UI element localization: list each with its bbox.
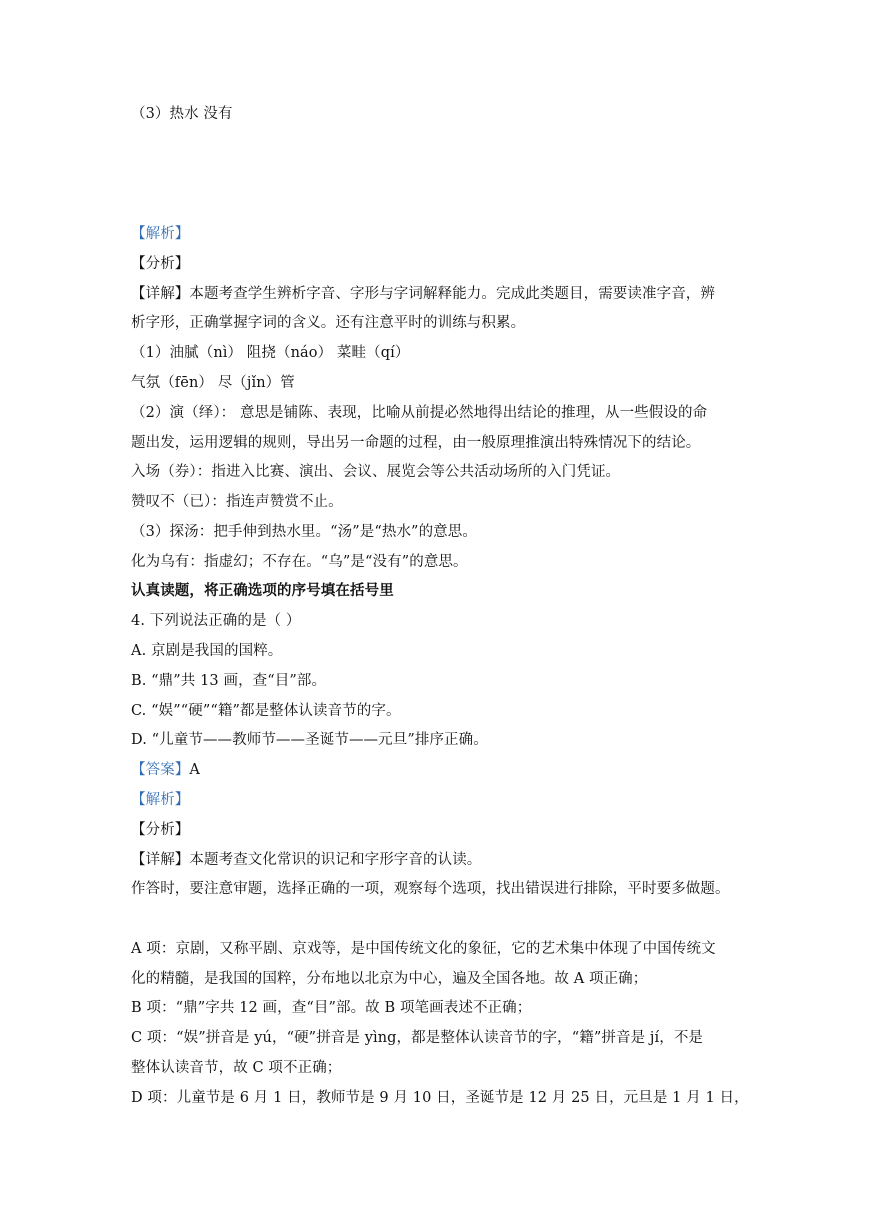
text-line: A 项：京剧，又称平剧、京戏等，是中国传统文化的象征，它的艺术集中体现了中国传统文 [131,941,716,957]
fenxi-heading: 【分析】 [131,822,190,838]
text-line: （3）热水 没有 [131,106,233,122]
text-line: （1）油腻（nì） 阻挠（náo） 菜畦（qí） [131,345,410,361]
text-line: （2）演（绎）： 意思是铺陈、表现，比喻从前提必然地得出结论的推理，从一些假设的命 [131,405,708,421]
text-line: （3）探汤：把手伸到热水里。“汤”是“热水”的意思。 [131,524,477,540]
answer-value: A [189,762,200,778]
text-line: 【详解】本题考查学生辨析字音、字形与字词解释能力。完成此类题目，需要读准字音，辨 [131,286,715,302]
text-line: 析字形，正确掌握字词的含义。还有注意平时的训练与积累。 [131,315,526,331]
answer-line [131,760,200,780]
section-heading: 认真读题，将正确选项的序号填在括号里 [131,582,394,599]
option-a: A. 京剧是我国的国粹。 [131,643,283,659]
answer-label: 【答案】 [131,762,190,778]
text-line: 赞叹不（已）：指连声赞赏不止。 [131,494,343,510]
text-line: C 项：“娱”拼音是 yú，“硬”拼音是 yìng，都是整体认读音节的字，“籍”拼音是 jí，不是 [131,1030,704,1046]
option-d: D. “儿童节——教师节——圣诞节——元旦”排序正确。 [131,732,488,748]
text-line: D 项：儿童节是 6 月 1 日，教师节是 9 月 10 日，圣诞节是 12 月 25 日，元旦是 1 月 1 日， [131,1090,749,1106]
text-line: 整体认读音节，故 C 项不正确； [131,1060,342,1076]
text-line: 作答时，要注意审题，选择正确的一项，观察每个选项，找出错误进行排除，平时要多做题。 [131,881,730,897]
analysis-heading: 【解析】 [131,792,190,808]
text-line: 入场（券）：指进入比赛、演出、会议、展览会等公共活动场所的入门凭证。 [131,464,621,480]
text-line: 题出发，运用逻辑的规则，导出另一命题的过程，由一般原理推演出特殊情况下的结论。 [131,435,701,451]
text-line: B 项：“鼎”字共 12 画，查“目”部。故 B 项笔画表述不正确； [131,1000,532,1016]
text-line: 化的精髓，是我国的国粹，分布地以北京为中心，遍及全国各地。故 A 项正确； [131,971,648,987]
option-c: C. “娱”“硬”“籍”都是整体认读音节的字。 [131,703,401,719]
fenxi-heading: 【分析】 [131,256,190,272]
text-line: 气氛（fēn） 尽（jǐn）管 [131,375,295,391]
analysis-heading: 【解析】 [131,226,190,242]
text-line: 【详解】本题考查文化常识的识记和字形字音的认读。 [131,852,482,868]
option-b: B. “鼎”共 13 画，查“目”部。 [131,673,327,689]
question-text: 4. 下列说法正确的是（ ） [131,613,301,629]
text-line: 化为乌有：指虚幻；不存在。“乌”是“没有”的意思。 [131,554,468,570]
